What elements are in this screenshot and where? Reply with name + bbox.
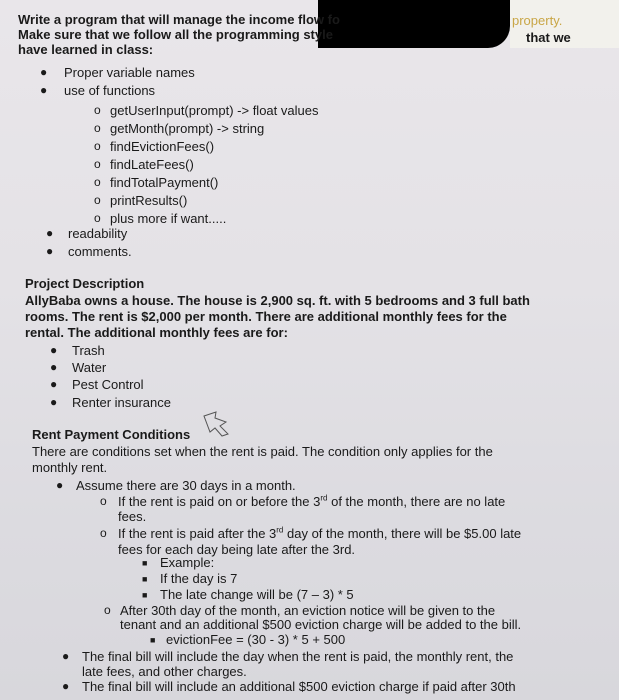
requirement-item: use of functions [64, 83, 156, 98]
example-item: The late change will be (7 – 3) * 5 [160, 587, 354, 602]
bullet-icon: ● [40, 65, 48, 79]
circle-bullet-icon: o [94, 175, 101, 189]
fee-item: Pest Control [72, 377, 144, 392]
condition-2-part-a: If the rent is paid after the 3 [118, 526, 277, 541]
project-line-1: AllyBaba owns a house. The house is 2,900 sq. ft. with 5 bedrooms and 3 full bath [25, 293, 530, 308]
final-bill-1: The final bill will include the day when the rent is paid, the monthly rent, the [82, 649, 514, 664]
circle-bullet-icon: o [100, 494, 107, 508]
intro-line-2: Make sure that we follow all the programming style [18, 27, 333, 42]
condition-2-text [118, 526, 521, 541]
bullet-icon: ● [50, 395, 58, 409]
bullet-icon: ● [46, 244, 54, 258]
bullet-icon: ● [46, 226, 54, 240]
square-bullet-icon: ■ [150, 635, 156, 645]
example-item: Example: [160, 555, 215, 570]
requirement-item: Proper variable names [64, 65, 195, 80]
function-item: plus more if want..... [110, 211, 227, 226]
function-item: findLateFees() [110, 157, 194, 172]
square-bullet-icon: ■ [142, 590, 148, 600]
intro-line-1: Write a program that will manage the income flow fo [18, 12, 340, 27]
function-item: getUserInput(prompt) -> float values [110, 103, 319, 118]
requirement-item: comments. [68, 244, 132, 259]
condition-3-text: After 30th day of the month, an eviction notice will be given to the [120, 603, 496, 618]
square-bullet-icon: ■ [142, 574, 148, 584]
function-item: findTotalPayment() [110, 175, 219, 190]
mouse-cursor-icon [202, 410, 230, 438]
bullet-icon: ● [50, 360, 58, 374]
redaction-block [318, 0, 510, 48]
function-item: getMonth(prompt) -> string [110, 121, 265, 136]
condition-2-sup: rd [276, 525, 284, 535]
condition-1-text [118, 494, 505, 509]
circle-bullet-icon: o [94, 157, 101, 171]
condition-2-cont: fees for each day being late after the 3rd. [118, 542, 356, 557]
circle-bullet-icon: o [100, 526, 107, 540]
bullet-icon: ● [62, 679, 70, 693]
function-item: printResults() [110, 193, 188, 208]
intro-line-3: have learned in class: [18, 42, 154, 57]
project-line-3: rental. The additional monthly fees are for: [25, 325, 288, 340]
circle-bullet-icon: o [94, 211, 101, 225]
conditions-line-1: There are conditions set when the rent is paid. The condition only applies for the [32, 444, 493, 459]
project-heading: Project Description [25, 276, 145, 291]
assume-text: Assume there are 30 days in a month. [76, 478, 296, 493]
corner-text-1: property. [512, 13, 563, 28]
fee-item: Water [72, 360, 107, 375]
circle-bullet-icon: o [104, 603, 111, 617]
circle-bullet-icon: o [94, 103, 101, 117]
fee-item: Renter insurance [72, 395, 171, 410]
bullet-icon: ● [50, 377, 58, 391]
project-line-2: rooms. The rent is $2,000 per month. There are additional monthly fees for the [25, 309, 507, 324]
final-bill-1-cont: late fees, and other charges. [82, 664, 247, 679]
square-bullet-icon: ■ [142, 558, 148, 568]
bullet-icon: ● [62, 649, 70, 663]
fee-item: Trash [72, 343, 105, 358]
condition-2-part-b: day of the month, there will be $5.00 late [283, 526, 522, 541]
bullet-icon: ● [56, 478, 64, 492]
condition-1-part-b: of the month, there are no late [327, 494, 506, 509]
circle-bullet-icon: o [94, 139, 101, 153]
conditions-line-2: monthly rent. [32, 460, 108, 475]
circle-bullet-icon: o [94, 121, 101, 135]
requirement-item: readability [68, 226, 128, 241]
bullet-icon: ● [40, 83, 48, 97]
bullet-icon: ● [50, 343, 58, 357]
condition-1-sup: rd [320, 493, 328, 503]
function-item: findEvictionFees() [110, 139, 215, 154]
condition-3-cont: tenant and an additional $500 eviction charge will be added to the bill. [120, 617, 522, 632]
eviction-formula: evictionFee = (30 - 3) * 5 + 500 [166, 632, 346, 647]
final-bill-2: The final bill will include an additional $500 eviction charge if paid after 30th [82, 679, 516, 694]
condition-1-cont: fees. [118, 509, 147, 524]
circle-bullet-icon: o [94, 193, 101, 207]
conditions-heading: Rent Payment Conditions [32, 427, 191, 442]
corner-text-2: that we [526, 30, 571, 45]
example-item: If the day is 7 [160, 571, 238, 586]
condition-1-part-a: If the rent is paid on or before the 3 [118, 494, 321, 509]
